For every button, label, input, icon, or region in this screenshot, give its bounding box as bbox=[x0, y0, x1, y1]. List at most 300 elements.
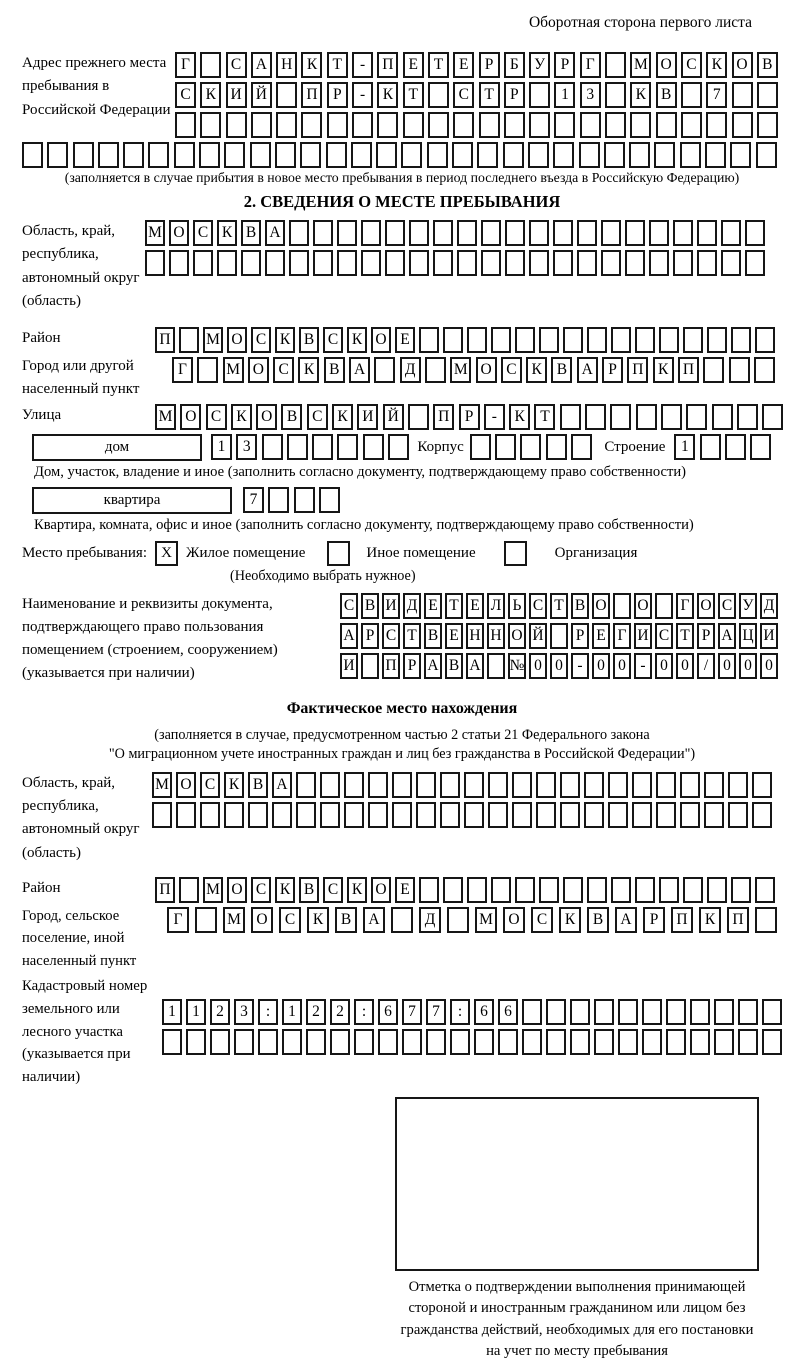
char-cell[interactable] bbox=[179, 877, 199, 903]
char-cell[interactable] bbox=[700, 434, 721, 460]
char-cell[interactable] bbox=[515, 877, 535, 903]
char-cell[interactable] bbox=[705, 142, 726, 168]
char-cell[interactable]: К bbox=[706, 52, 727, 78]
char-cell[interactable] bbox=[697, 220, 717, 246]
char-cell[interactable] bbox=[262, 434, 283, 460]
char-cell[interactable]: С bbox=[681, 52, 702, 78]
char-cell[interactable]: К bbox=[699, 907, 721, 933]
char-cell[interactable]: С bbox=[340, 593, 358, 619]
char-cell[interactable]: 6 bbox=[378, 999, 398, 1025]
char-cell[interactable]: К bbox=[301, 52, 322, 78]
char-cell[interactable] bbox=[488, 802, 508, 828]
char-cell[interactable] bbox=[477, 142, 498, 168]
char-cell[interactable]: К bbox=[559, 907, 581, 933]
char-cell[interactable]: Е bbox=[424, 593, 442, 619]
char-cell[interactable] bbox=[587, 877, 607, 903]
char-cell[interactable]: О bbox=[248, 357, 269, 383]
char-cell[interactable] bbox=[388, 434, 409, 460]
char-cell[interactable] bbox=[276, 112, 297, 138]
char-cell[interactable]: А bbox=[265, 220, 285, 246]
char-cell[interactable] bbox=[605, 112, 626, 138]
char-cell[interactable] bbox=[632, 772, 652, 798]
char-cell[interactable]: Р bbox=[327, 82, 348, 108]
char-cell[interactable] bbox=[272, 802, 292, 828]
char-cell[interactable]: 3 bbox=[580, 82, 601, 108]
char-cell[interactable]: К bbox=[347, 877, 367, 903]
char-cell[interactable] bbox=[481, 220, 501, 246]
char-cell[interactable] bbox=[539, 877, 559, 903]
char-cell[interactable] bbox=[750, 434, 771, 460]
char-cell[interactable]: Р bbox=[697, 623, 715, 649]
char-cell[interactable] bbox=[553, 250, 573, 276]
char-cell[interactable] bbox=[241, 250, 261, 276]
char-cell[interactable] bbox=[73, 142, 94, 168]
char-cell[interactable] bbox=[762, 1029, 782, 1055]
char-cell[interactable] bbox=[707, 877, 727, 903]
char-cell[interactable] bbox=[443, 877, 463, 903]
char-cell[interactable] bbox=[426, 1029, 446, 1055]
char-cell[interactable] bbox=[301, 112, 322, 138]
char-cell[interactable] bbox=[47, 142, 68, 168]
char-cell[interactable]: 3 bbox=[234, 999, 254, 1025]
char-cell[interactable] bbox=[275, 142, 296, 168]
char-cell[interactable] bbox=[428, 82, 449, 108]
char-cell[interactable] bbox=[666, 1029, 686, 1055]
char-cell[interactable] bbox=[725, 434, 746, 460]
char-cell[interactable]: А bbox=[340, 623, 358, 649]
char-cell[interactable] bbox=[289, 250, 309, 276]
char-cell[interactable] bbox=[636, 404, 657, 430]
char-cell[interactable] bbox=[175, 112, 196, 138]
char-cell[interactable]: Е bbox=[453, 52, 474, 78]
char-cell[interactable]: М bbox=[145, 220, 165, 246]
char-cell[interactable] bbox=[152, 802, 172, 828]
char-cell[interactable] bbox=[577, 250, 597, 276]
char-cell[interactable] bbox=[714, 1029, 734, 1055]
char-cell[interactable]: М bbox=[223, 907, 245, 933]
char-cell[interactable]: О bbox=[508, 623, 526, 649]
char-cell[interactable]: С bbox=[529, 593, 547, 619]
char-cell[interactable] bbox=[625, 220, 645, 246]
char-cell[interactable] bbox=[224, 142, 245, 168]
char-cell[interactable] bbox=[654, 142, 675, 168]
char-cell[interactable]: 6 bbox=[474, 999, 494, 1025]
char-cell[interactable]: Н bbox=[466, 623, 484, 649]
char-cell[interactable]: С bbox=[273, 357, 294, 383]
char-cell[interactable]: 0 bbox=[655, 653, 673, 679]
char-cell[interactable] bbox=[680, 802, 700, 828]
char-cell[interactable] bbox=[579, 142, 600, 168]
char-cell[interactable] bbox=[337, 434, 358, 460]
checkbox-other-premises[interactable] bbox=[327, 541, 350, 566]
char-cell[interactable] bbox=[416, 772, 436, 798]
char-cell[interactable]: В bbox=[445, 653, 463, 679]
char-cell[interactable] bbox=[680, 772, 700, 798]
char-cell[interactable]: С bbox=[206, 404, 227, 430]
char-cell[interactable]: Е bbox=[403, 52, 424, 78]
char-cell[interactable]: 6 bbox=[498, 999, 518, 1025]
char-cell[interactable]: В bbox=[551, 357, 572, 383]
char-cell[interactable]: О bbox=[656, 52, 677, 78]
char-cell[interactable] bbox=[250, 142, 271, 168]
char-cell[interactable] bbox=[320, 772, 340, 798]
char-cell[interactable] bbox=[504, 112, 525, 138]
char-cell[interactable] bbox=[440, 772, 460, 798]
char-cell[interactable]: 2 bbox=[306, 999, 326, 1025]
char-cell[interactable] bbox=[294, 487, 315, 513]
char-cell[interactable] bbox=[313, 250, 333, 276]
char-cell[interactable]: О bbox=[697, 593, 715, 619]
char-cell[interactable]: П bbox=[301, 82, 322, 108]
char-cell[interactable] bbox=[680, 142, 701, 168]
char-cell[interactable] bbox=[491, 877, 511, 903]
char-cell[interactable] bbox=[491, 327, 511, 353]
char-cell[interactable]: К bbox=[307, 907, 329, 933]
char-cell[interactable] bbox=[179, 327, 199, 353]
char-cell[interactable]: 1 bbox=[186, 999, 206, 1025]
char-cell[interactable] bbox=[296, 772, 316, 798]
char-cell[interactable]: С bbox=[501, 357, 522, 383]
char-cell[interactable] bbox=[756, 142, 777, 168]
char-cell[interactable] bbox=[584, 802, 604, 828]
char-cell[interactable]: Л bbox=[487, 593, 505, 619]
char-cell[interactable]: С bbox=[323, 877, 343, 903]
char-cell[interactable]: 0 bbox=[760, 653, 778, 679]
char-cell[interactable] bbox=[148, 142, 169, 168]
char-cell[interactable] bbox=[752, 772, 772, 798]
char-cell[interactable] bbox=[512, 772, 532, 798]
char-cell[interactable] bbox=[681, 112, 702, 138]
char-cell[interactable]: Т bbox=[327, 52, 348, 78]
char-cell[interactable] bbox=[608, 772, 628, 798]
char-cell[interactable] bbox=[282, 1029, 302, 1055]
char-cell[interactable] bbox=[585, 404, 606, 430]
char-cell[interactable]: Р bbox=[643, 907, 665, 933]
char-cell[interactable] bbox=[351, 142, 372, 168]
char-cell[interactable] bbox=[686, 404, 707, 430]
char-cell[interactable]: Р bbox=[479, 52, 500, 78]
char-cell[interactable] bbox=[649, 250, 669, 276]
char-cell[interactable]: : bbox=[354, 999, 374, 1025]
char-cell[interactable] bbox=[584, 772, 604, 798]
char-cell[interactable] bbox=[296, 802, 316, 828]
char-cell[interactable] bbox=[570, 999, 590, 1025]
char-cell[interactable]: М bbox=[475, 907, 497, 933]
char-cell[interactable]: Ь bbox=[508, 593, 526, 619]
char-cell[interactable] bbox=[712, 404, 733, 430]
char-cell[interactable] bbox=[520, 434, 541, 460]
char-cell[interactable] bbox=[762, 999, 782, 1025]
char-cell[interactable] bbox=[186, 1029, 206, 1055]
char-cell[interactable] bbox=[385, 250, 405, 276]
char-cell[interactable] bbox=[604, 142, 625, 168]
char-cell[interactable]: П bbox=[627, 357, 648, 383]
char-cell[interactable] bbox=[498, 1029, 518, 1055]
char-cell[interactable] bbox=[268, 487, 289, 513]
char-cell[interactable]: С bbox=[175, 82, 196, 108]
char-cell[interactable] bbox=[635, 877, 655, 903]
char-cell[interactable]: О bbox=[503, 907, 525, 933]
char-cell[interactable] bbox=[176, 802, 196, 828]
char-cell[interactable]: Б bbox=[504, 52, 525, 78]
char-cell[interactable] bbox=[673, 250, 693, 276]
char-cell[interactable]: И bbox=[357, 404, 378, 430]
char-cell[interactable] bbox=[306, 1029, 326, 1055]
char-cell[interactable]: В bbox=[361, 593, 379, 619]
char-cell[interactable] bbox=[681, 82, 702, 108]
char-cell[interactable] bbox=[642, 1029, 662, 1055]
char-cell[interactable]: Г bbox=[167, 907, 189, 933]
apartment-type-box[interactable]: квартира bbox=[32, 487, 232, 514]
char-cell[interactable]: 0 bbox=[676, 653, 694, 679]
char-cell[interactable]: 1 bbox=[282, 999, 302, 1025]
char-cell[interactable] bbox=[732, 82, 753, 108]
char-cell[interactable] bbox=[443, 327, 463, 353]
char-cell[interactable]: В bbox=[424, 623, 442, 649]
char-cell[interactable]: К bbox=[653, 357, 674, 383]
char-cell[interactable]: С bbox=[279, 907, 301, 933]
char-cell[interactable]: П bbox=[155, 877, 175, 903]
char-cell[interactable] bbox=[392, 802, 412, 828]
char-cell[interactable] bbox=[330, 1029, 350, 1055]
char-cell[interactable] bbox=[470, 434, 491, 460]
char-cell[interactable]: О bbox=[476, 357, 497, 383]
char-cell[interactable] bbox=[234, 1029, 254, 1055]
char-cell[interactable]: В bbox=[281, 404, 302, 430]
char-cell[interactable] bbox=[550, 623, 568, 649]
char-cell[interactable] bbox=[554, 112, 575, 138]
char-cell[interactable]: - bbox=[352, 52, 373, 78]
char-cell[interactable] bbox=[361, 220, 381, 246]
char-cell[interactable] bbox=[363, 434, 384, 460]
char-cell[interactable] bbox=[560, 404, 581, 430]
char-cell[interactable] bbox=[408, 404, 429, 430]
char-cell[interactable] bbox=[605, 82, 626, 108]
char-cell[interactable] bbox=[601, 250, 621, 276]
char-cell[interactable]: / bbox=[697, 653, 715, 679]
char-cell[interactable] bbox=[452, 142, 473, 168]
char-cell[interactable] bbox=[392, 772, 412, 798]
char-cell[interactable]: У bbox=[529, 52, 550, 78]
char-cell[interactable] bbox=[683, 877, 703, 903]
char-cell[interactable] bbox=[416, 802, 436, 828]
char-cell[interactable] bbox=[594, 1029, 614, 1055]
char-cell[interactable] bbox=[162, 1029, 182, 1055]
char-cell[interactable]: П bbox=[671, 907, 693, 933]
char-cell[interactable]: А bbox=[615, 907, 637, 933]
char-cell[interactable]: Т bbox=[403, 82, 424, 108]
char-cell[interactable]: С bbox=[655, 623, 673, 649]
char-cell[interactable]: 0 bbox=[529, 653, 547, 679]
char-cell[interactable]: К bbox=[217, 220, 237, 246]
char-cell[interactable] bbox=[618, 999, 638, 1025]
char-cell[interactable] bbox=[505, 250, 525, 276]
char-cell[interactable] bbox=[738, 999, 758, 1025]
char-cell[interactable]: С bbox=[382, 623, 400, 649]
char-cell[interactable] bbox=[528, 142, 549, 168]
char-cell[interactable]: Е bbox=[445, 623, 463, 649]
char-cell[interactable] bbox=[464, 802, 484, 828]
char-cell[interactable] bbox=[721, 220, 741, 246]
char-cell[interactable] bbox=[217, 250, 237, 276]
char-cell[interactable]: Г bbox=[613, 623, 631, 649]
char-cell[interactable] bbox=[570, 1029, 590, 1055]
char-cell[interactable] bbox=[737, 404, 758, 430]
char-cell[interactable] bbox=[450, 1029, 470, 1055]
char-cell[interactable] bbox=[361, 250, 381, 276]
char-cell[interactable]: У bbox=[739, 593, 757, 619]
char-cell[interactable]: О bbox=[592, 593, 610, 619]
char-cell[interactable]: Е bbox=[466, 593, 484, 619]
char-cell[interactable]: С bbox=[226, 52, 247, 78]
char-cell[interactable]: К bbox=[275, 877, 295, 903]
char-cell[interactable] bbox=[385, 220, 405, 246]
char-cell[interactable] bbox=[403, 112, 424, 138]
char-cell[interactable] bbox=[447, 907, 469, 933]
char-cell[interactable]: Е bbox=[592, 623, 610, 649]
char-cell[interactable]: С bbox=[453, 82, 474, 108]
char-cell[interactable] bbox=[145, 250, 165, 276]
char-cell[interactable] bbox=[457, 250, 477, 276]
char-cell[interactable] bbox=[704, 772, 724, 798]
char-cell[interactable]: О bbox=[169, 220, 189, 246]
char-cell[interactable]: Р bbox=[554, 52, 575, 78]
char-cell[interactable]: Р bbox=[361, 623, 379, 649]
char-cell[interactable] bbox=[673, 220, 693, 246]
char-cell[interactable]: С bbox=[251, 327, 271, 353]
char-cell[interactable]: А bbox=[718, 623, 736, 649]
char-cell[interactable]: : bbox=[258, 999, 278, 1025]
char-cell[interactable]: Д bbox=[760, 593, 778, 619]
char-cell[interactable] bbox=[515, 327, 535, 353]
char-cell[interactable] bbox=[433, 250, 453, 276]
char-cell[interactable]: О bbox=[176, 772, 196, 798]
char-cell[interactable] bbox=[625, 250, 645, 276]
char-cell[interactable]: 1 bbox=[674, 434, 695, 460]
char-cell[interactable]: О bbox=[227, 877, 247, 903]
char-cell[interactable]: 0 bbox=[739, 653, 757, 679]
char-cell[interactable]: К bbox=[377, 82, 398, 108]
char-cell[interactable] bbox=[433, 220, 453, 246]
char-cell[interactable]: С bbox=[307, 404, 328, 430]
char-cell[interactable] bbox=[344, 772, 364, 798]
char-cell[interactable] bbox=[503, 142, 524, 168]
char-cell[interactable] bbox=[656, 112, 677, 138]
char-cell[interactable] bbox=[649, 220, 669, 246]
char-cell[interactable] bbox=[313, 220, 333, 246]
char-cell[interactable] bbox=[757, 82, 778, 108]
char-cell[interactable]: Е bbox=[395, 327, 415, 353]
char-cell[interactable] bbox=[629, 142, 650, 168]
char-cell[interactable] bbox=[610, 404, 631, 430]
char-cell[interactable]: А bbox=[272, 772, 292, 798]
char-cell[interactable] bbox=[659, 327, 679, 353]
char-cell[interactable] bbox=[703, 357, 724, 383]
char-cell[interactable]: Г bbox=[580, 52, 601, 78]
char-cell[interactable]: В bbox=[757, 52, 778, 78]
char-cell[interactable] bbox=[481, 250, 501, 276]
char-cell[interactable]: Т bbox=[479, 82, 500, 108]
char-cell[interactable]: П bbox=[727, 907, 749, 933]
char-cell[interactable]: Н bbox=[276, 52, 297, 78]
char-cell[interactable]: Т bbox=[428, 52, 449, 78]
char-cell[interactable] bbox=[730, 142, 751, 168]
char-cell[interactable]: Д bbox=[419, 907, 441, 933]
confirmation-mark-box[interactable] bbox=[395, 1097, 759, 1271]
char-cell[interactable] bbox=[560, 802, 580, 828]
char-cell[interactable] bbox=[529, 82, 550, 108]
char-cell[interactable]: А bbox=[363, 907, 385, 933]
char-cell[interactable] bbox=[467, 877, 487, 903]
char-cell[interactable]: 1 bbox=[162, 999, 182, 1025]
char-cell[interactable] bbox=[224, 802, 244, 828]
char-cell[interactable] bbox=[563, 327, 583, 353]
char-cell[interactable] bbox=[611, 877, 631, 903]
char-cell[interactable]: - bbox=[571, 653, 589, 679]
char-cell[interactable]: М bbox=[203, 327, 223, 353]
char-cell[interactable]: В bbox=[571, 593, 589, 619]
char-cell[interactable] bbox=[467, 327, 487, 353]
char-cell[interactable] bbox=[428, 112, 449, 138]
char-cell[interactable]: О bbox=[256, 404, 277, 430]
char-cell[interactable]: Р bbox=[403, 653, 421, 679]
char-cell[interactable] bbox=[200, 112, 221, 138]
char-cell[interactable] bbox=[287, 434, 308, 460]
char-cell[interactable] bbox=[587, 327, 607, 353]
char-cell[interactable]: 0 bbox=[613, 653, 631, 679]
char-cell[interactable]: К bbox=[275, 327, 295, 353]
char-cell[interactable] bbox=[210, 1029, 230, 1055]
char-cell[interactable] bbox=[377, 112, 398, 138]
char-cell[interactable] bbox=[731, 327, 751, 353]
char-cell[interactable] bbox=[401, 142, 422, 168]
char-cell[interactable] bbox=[344, 802, 364, 828]
char-cell[interactable] bbox=[728, 772, 748, 798]
char-cell[interactable] bbox=[546, 999, 566, 1025]
char-cell[interactable] bbox=[368, 772, 388, 798]
char-cell[interactable] bbox=[661, 404, 682, 430]
char-cell[interactable]: А bbox=[424, 653, 442, 679]
char-cell[interactable]: С bbox=[200, 772, 220, 798]
char-cell[interactable]: Н bbox=[487, 623, 505, 649]
char-cell[interactable]: Г bbox=[175, 52, 196, 78]
char-cell[interactable]: Р bbox=[459, 404, 480, 430]
char-cell[interactable] bbox=[409, 250, 429, 276]
char-cell[interactable]: Р bbox=[602, 357, 623, 383]
char-cell[interactable]: 7 bbox=[706, 82, 727, 108]
char-cell[interactable] bbox=[248, 802, 268, 828]
char-cell[interactable]: Д bbox=[400, 357, 421, 383]
char-cell[interactable]: К bbox=[509, 404, 530, 430]
char-cell[interactable]: : bbox=[450, 999, 470, 1025]
char-cell[interactable] bbox=[402, 1029, 422, 1055]
char-cell[interactable]: С bbox=[323, 327, 343, 353]
char-cell[interactable]: М bbox=[152, 772, 172, 798]
char-cell[interactable]: Т bbox=[534, 404, 555, 430]
char-cell[interactable] bbox=[755, 327, 775, 353]
char-cell[interactable] bbox=[512, 802, 532, 828]
char-cell[interactable]: К bbox=[224, 772, 244, 798]
char-cell[interactable] bbox=[419, 327, 439, 353]
char-cell[interactable] bbox=[495, 434, 516, 460]
char-cell[interactable] bbox=[539, 327, 559, 353]
char-cell[interactable]: Г bbox=[172, 357, 193, 383]
char-cell[interactable] bbox=[618, 1029, 638, 1055]
char-cell[interactable] bbox=[312, 434, 333, 460]
char-cell[interactable]: И bbox=[760, 623, 778, 649]
char-cell[interactable] bbox=[666, 999, 686, 1025]
char-cell[interactable] bbox=[630, 112, 651, 138]
